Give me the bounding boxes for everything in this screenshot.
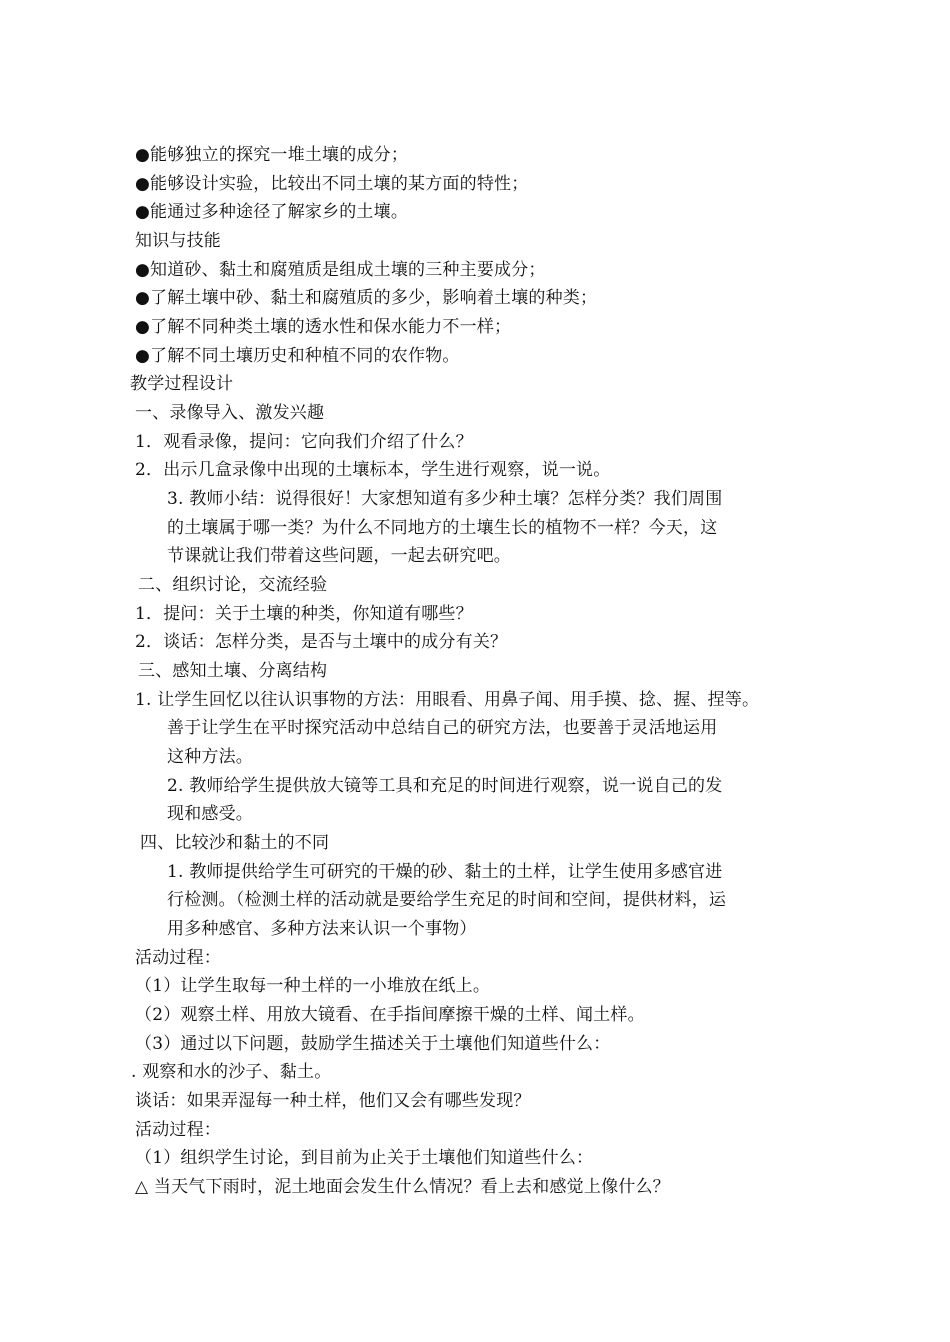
paragraph-line: 行检测。（检测土样的活动就是要给学生充足的时间和空间，提供材料，运 [167,890,727,910]
activity-heading: 活动过程： [135,948,221,968]
activity-step: （3）通过以下问题，鼓励学生描述关于土壤他们知道些什么： [135,1034,611,1054]
knowledge-bullet-3: ●了解不同种类土壤的透水性和保水能力不一样； [135,317,512,337]
paragraph-line: 节课就让我们带着这些问题，一起去研究吧。 [167,546,511,566]
section-heading-process: 教学过程设计 [130,374,234,394]
section-heading-knowledge: 知识与技能 [135,231,221,251]
paragraph-line: 用多种感官、多种方法来认识一个事物） [167,919,477,939]
paragraph-line: 现和感受。 [167,804,253,824]
activity-step: （2）观察土样、用放大镜看、在手指间摩擦干燥的土样、闻土样。 [135,1005,645,1025]
paragraph-line: 的土壤属于哪一类？为什么不同地方的土壤生长的植物不一样？今天，这 [167,518,718,538]
activity-step: （1）让学生取每一种土样的一小堆放在纸上。 [135,976,491,996]
list-item: 1. 让学生回忆以往认识事物的方法：用眼看、用鼻子闻、用手摸、捻、握、捏等。 [135,690,760,710]
objective-bullet-1: ●能够独立的探究一堆土壤的成分； [135,145,409,165]
list-item: 1．提问：关于土壤的种类，你知道有哪些？ [135,604,473,624]
objective-bullet-2: ●能够设计实验，比较出不同土壤的某方面的特性； [135,174,529,194]
part-heading-3: 三、感知土壤、分离结构 [138,661,328,681]
list-item: 2. 教师给学生提供放大镜等工具和充足的时间进行观察，说一说自己的发 [167,776,723,796]
part-heading-2: 二、组织讨论，交流经验 [138,575,328,595]
discussion-line: 谈话：如果弄湿每一种土样，他们又会有哪些发现？ [135,1091,531,1111]
knowledge-bullet-2: ●了解土壤中砂、黏土和腐殖质的多少，影响着土壤的种类； [135,288,598,308]
list-item: 3. 教师小结：说得很好！大家想知道有多少种土壤？怎样分类？我们周围 [167,489,723,509]
list-item: 1. 教师提供给学生可研究的干燥的砂、黏土的土样，让学生使用多感官进 [167,862,723,882]
list-item: 2．出示几盒录像中出现的土壤标本，学生进行观察，说一说。 [135,460,611,480]
activity-step: （1）组织学生讨论，到目前为止关于土壤他们知道些什么： [135,1148,594,1168]
knowledge-bullet-1: ●知道砂、黏土和腐殖质是组成土壤的三种主要成分； [135,260,546,280]
observation-line: . 观察和水的沙子、黏土。 [131,1062,332,1082]
paragraph-line: 善于让学生在平时探究活动中总结自己的研究方法，也要善于灵活地运用 [167,718,718,738]
question-line: △ 当天气下雨时，泥土地面会发生什么情况？看上去和感觉上像什么？ [135,1177,670,1197]
part-heading-1: 一、录像导入、激发兴趣 [135,403,325,423]
paragraph-line: 这种方法。 [167,747,253,767]
list-item: 1．观看录像，提问：它向我们介绍了什么？ [135,432,473,452]
activity-heading: 活动过程： [135,1120,221,1140]
objective-bullet-3: ●能通过多种途径了解家乡的土壤。 [135,202,409,222]
knowledge-bullet-4: ●了解不同土壤历史和种植不同的农作物。 [135,346,460,366]
list-item: 2．谈话：怎样分类，是否与土壤中的成分有关？ [135,632,508,652]
part-heading-4: 四、比较沙和黏土的不同 [140,833,330,853]
